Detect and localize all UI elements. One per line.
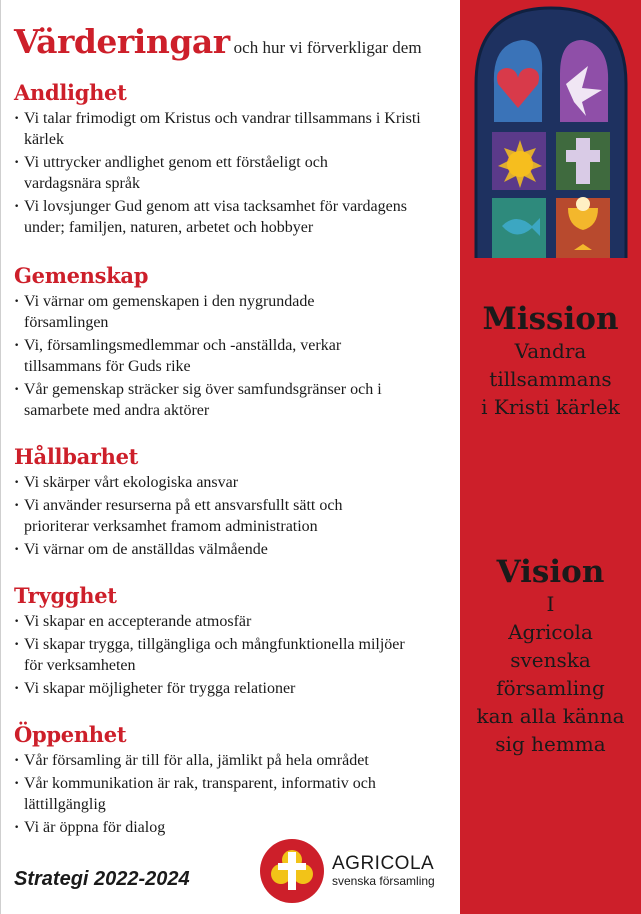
value-list [14,750,454,838]
list-item: · Vi skapar möjligheter för trygga relationer [14,678,444,699]
value-list [14,291,454,421]
stained-glass-window-icon [470,4,632,258]
mission-line: tillsammans [489,367,612,391]
list-item: · Vår församling är till för alla, jämlikt på hela området [14,750,444,771]
vision-heading: Vision [496,554,605,590]
vision-line: svenska [510,648,591,672]
vision-line: Agricola [508,620,593,644]
page-header [14,22,422,61]
section-trygghet [14,583,454,699]
section-gemenskap [14,263,454,421]
list-item: · Vår kommunikation är rak, transparent, informativ och lättillgänglig [14,773,434,815]
section-heading: Hållbarhet [14,444,139,469]
page-title: Värderingar [14,22,230,61]
value-list [14,611,454,699]
logo-subtitle: svenska församling [332,874,435,888]
list-item: · Vi, församlingsmedlemmar och -anställda, verkar tillsammans för Guds rike [14,335,384,377]
vision-line: församling [496,676,605,700]
section-heading: Trygghet [14,583,117,608]
vision-line: I [546,592,555,616]
list-item: · Vi lovsjunger Gud genom att visa tacksamhet för vardagens under; familjen, naturen, arbetet och hobbyer [14,196,444,238]
logo-name: AGRICOLA [332,853,435,874]
agricola-logo-icon [259,838,325,904]
list-item: · Vi värnar om de anställdas välmående [14,539,444,560]
list-item: · Vi skapar trygga, tillgängliga och mångfunktionella miljöer för verksamheten [14,634,414,676]
list-item: · Vi talar frimodigt om Kristus och vandrar tillsammans i Kristi kärlek [14,108,424,150]
section-andlighet [14,80,454,238]
page-subtitle: och hur vi förverkligar dem [233,38,422,57]
logo-text [332,854,435,888]
value-list [14,472,454,560]
mission-heading: Mission [482,301,619,337]
list-item: · Vi värnar om gemenskapen i den nygrundade församlingen [14,291,369,333]
list-item: · Vi använder resurserna på ett ansvarsfullt sätt och prioriterar verksamhet framom administration [14,495,404,537]
strategy-label: Strategi 2022-2024 [14,868,190,890]
mission-block [460,301,641,421]
list-item: · Vi skapar en accepterande atmosfär [14,611,444,632]
list-item: · Vi är öppna för dialog [14,817,444,838]
value-list [14,108,454,238]
section-oppenhet [14,722,454,838]
section-heading: Gemenskap [14,263,149,288]
list-item: · Vi uttrycker andlighet genom ett förståeligt och vardagsnära språk [14,152,384,194]
vision-line: kan alla känna [476,704,625,728]
vision-line: sig hemma [495,732,606,756]
mission-line: i Kristi kärlek [481,395,620,419]
section-hallbarhet [14,444,454,560]
mission-line: Vandra [514,339,587,363]
section-heading: Andlighet [14,80,127,105]
vision-block [460,554,641,758]
list-item: · Vi skärper vårt ekologiska ansvar [14,472,444,493]
section-heading: Öppenhet [14,722,127,747]
list-item: · Vår gemenskap sträcker sig över samfundsgränser och i samarbete med andra aktörer [14,379,394,421]
